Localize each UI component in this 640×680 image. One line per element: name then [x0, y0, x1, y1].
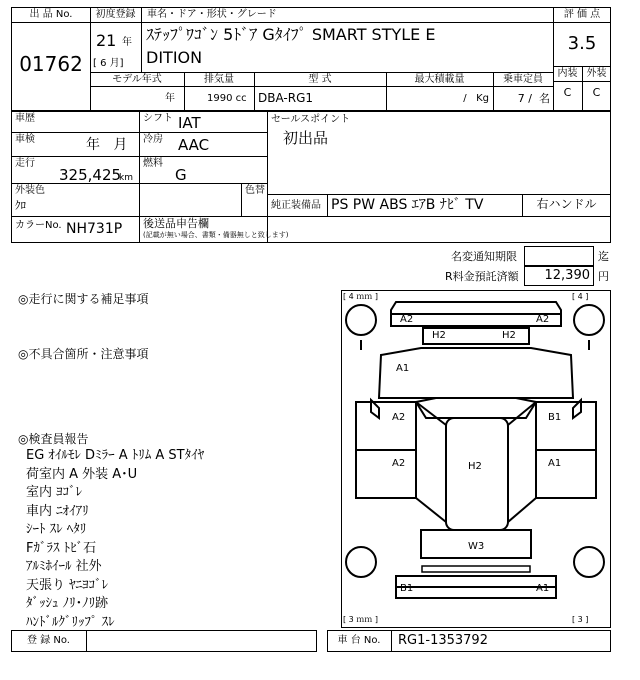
- roof-shape: [446, 418, 508, 530]
- model-year-unit: 年: [165, 93, 175, 104]
- mark-rear-glass: W3: [468, 541, 485, 552]
- tire-rear-right: [ 3 ]: [572, 615, 589, 624]
- tire-rear-left: [ 3 ｍｍ ]: [343, 615, 378, 624]
- inspector-header: ◎検査員報告: [18, 432, 89, 446]
- equipment-label: 純正装備品: [271, 200, 321, 211]
- mileage-value: 325,425: [59, 166, 122, 184]
- inspector-line: 室内 ﾖｺﾞﾚ: [26, 485, 83, 500]
- wheel-rear-right-icon: [574, 547, 604, 577]
- displacement-value: 1990 cc: [207, 93, 247, 104]
- inspector-line: 車内 ﾆｵｲｱﾘ: [26, 503, 89, 519]
- type-code: DBA-RG1: [258, 91, 314, 105]
- post-report-note: (記載が無い場合、書類・備器無しと致します): [143, 231, 289, 239]
- inspector-line: EG ｵｲﾙﾓﾚ Dﾐﾗｰ A ﾄﾘﾑ A STﾀｲﾔ: [26, 448, 205, 463]
- inspector-line: ｼｰﾄ ｽﾚ ﾍﾀﾘ: [26, 522, 87, 537]
- inspector-line: ｱﾙﾐﾎｲｰﾙ 社外: [26, 559, 102, 574]
- front-right-door-shape: [536, 402, 596, 450]
- car-name-line1: ｽﾃｯﾌﾟﾜｺﾞﾝ 5ﾄﾞｱ Gﾀｲﾌﾟ SMART STYLE E: [146, 25, 436, 44]
- rear-left-door-shape: [356, 450, 416, 498]
- car-name-line2: DITION: [146, 48, 203, 67]
- mark-front-bumper-right: A2: [536, 314, 550, 325]
- mark-front-bumper-left: A2: [400, 314, 414, 325]
- sales-point-label: セールスポイント: [271, 114, 351, 125]
- color-change-label: 色替: [245, 185, 265, 196]
- mark-rear-left-door: A2: [392, 458, 406, 469]
- recycle-unit: 円: [598, 270, 609, 283]
- score-value: 3.5: [567, 33, 597, 54]
- inspector-line: ﾀﾞｯｼｭ ﾉﾘ･ﾉﾘ跡: [26, 596, 109, 611]
- inspector-line: Fｶﾞﾗｽ ﾄﾋﾞ石: [26, 540, 97, 556]
- car-outline-diagram: [341, 290, 611, 628]
- recycle-label: R料金預託済額: [445, 270, 519, 283]
- fuel-value: G: [175, 166, 187, 184]
- color-no-label: カラーNo.: [15, 220, 62, 231]
- tire-front-right: [ 4 ]: [572, 292, 589, 301]
- equipment-value: PS PW ABS ｴｱB ﾅﾋﾞ TV: [331, 197, 484, 213]
- driving-notes-header: ◎走行に関する補足事項: [18, 292, 149, 306]
- max-load-label: 最大積載量: [414, 74, 465, 85]
- first-reg-year: 21: [96, 31, 117, 50]
- ac-value: AAC: [178, 136, 210, 154]
- chassis-label: 車 台 No.: [337, 635, 381, 646]
- name-change-label: 名変通知期限: [451, 250, 517, 263]
- mark-grille-right: H2: [502, 330, 516, 341]
- mark-hood: A1: [396, 363, 410, 374]
- wheel-front-left-icon: [346, 305, 376, 335]
- defects-header: ◎不具合箇所・注意事項: [18, 347, 149, 361]
- car-name-label: 車名・ドア・形状・グレード: [147, 9, 277, 20]
- tire-front-left: [ 4 ｍｍ ]: [343, 292, 378, 301]
- name-change-unit: 迄: [598, 250, 609, 263]
- model-year-label: モデル年式: [112, 74, 162, 85]
- exterior-color-value: ｸﾛ: [15, 199, 26, 212]
- front-left-door-shape: [356, 402, 416, 450]
- mileage-label: 走行: [15, 158, 35, 169]
- lot-label: 出 品 No.: [29, 9, 73, 20]
- mark-rear-bumper-left: B1: [400, 583, 414, 594]
- inspector-line: 荷室内 A 外装 A･U: [26, 466, 138, 482]
- rear-right-door-shape: [536, 450, 596, 498]
- chassis-value: RG1-1353792: [398, 633, 488, 648]
- wheel-front-right-icon: [574, 305, 604, 335]
- mark-grille-left: H2: [432, 330, 446, 341]
- sales-point-value: 初出品: [283, 129, 329, 147]
- first-reg-month: [ 6 月]: [93, 58, 124, 69]
- exterior-color-label: 外装色: [15, 185, 45, 196]
- exterior-grade: C: [592, 86, 601, 99]
- wheel-rear-left-icon: [346, 547, 376, 577]
- lot-number: 01762: [19, 52, 83, 76]
- inspector-line: ﾊﾝﾄﾞﾙｸﾞﾘｯﾌﾟ ｽﾚ: [26, 614, 115, 630]
- mark-rear-right-door: A1: [548, 458, 562, 469]
- shift-value: IAT: [178, 114, 201, 132]
- color-no-value: NH731P: [66, 221, 123, 237]
- mark-front-right-door: B1: [548, 412, 562, 423]
- mark-front-left-door: A2: [392, 412, 406, 423]
- displacement-label: 排気量: [204, 74, 234, 85]
- mark-roof: H2: [468, 461, 482, 472]
- shift-label: シフト: [143, 113, 173, 124]
- exterior-label: 外装: [586, 68, 607, 79]
- score-label: 評 価 点: [563, 9, 601, 20]
- mark-rear-bumper-right: A1: [536, 583, 550, 594]
- max-load-value: / Kg: [463, 93, 489, 104]
- recycle-value: 12,390: [544, 268, 590, 283]
- first-reg-label: 初度登録: [95, 9, 136, 20]
- reg-no-label: 登 録 No.: [27, 635, 70, 646]
- post-report-label: 後送品申告欄: [143, 217, 209, 230]
- capacity-value: 7 / 名: [517, 92, 550, 105]
- history-label: 車歴: [15, 113, 35, 124]
- interior-label: 内装: [557, 68, 578, 79]
- inspection-label: 車検: [15, 134, 35, 145]
- first-reg-year-unit: 年: [122, 37, 132, 48]
- steering-value: 右ハンドル: [536, 197, 597, 211]
- inspection-value: 年 月: [86, 137, 128, 153]
- ac-label: 冷房: [143, 134, 163, 145]
- name-change-box: [524, 246, 594, 266]
- fuel-label: 燃料: [143, 158, 163, 169]
- interior-grade: C: [563, 86, 572, 99]
- inspector-line: 天張り ﾔﾆﾖｺﾞﾚ: [26, 577, 109, 593]
- mileage-unit: km: [119, 173, 133, 183]
- capacity-label: 乗車定員: [503, 74, 543, 85]
- type-label: 型 式: [308, 74, 332, 85]
